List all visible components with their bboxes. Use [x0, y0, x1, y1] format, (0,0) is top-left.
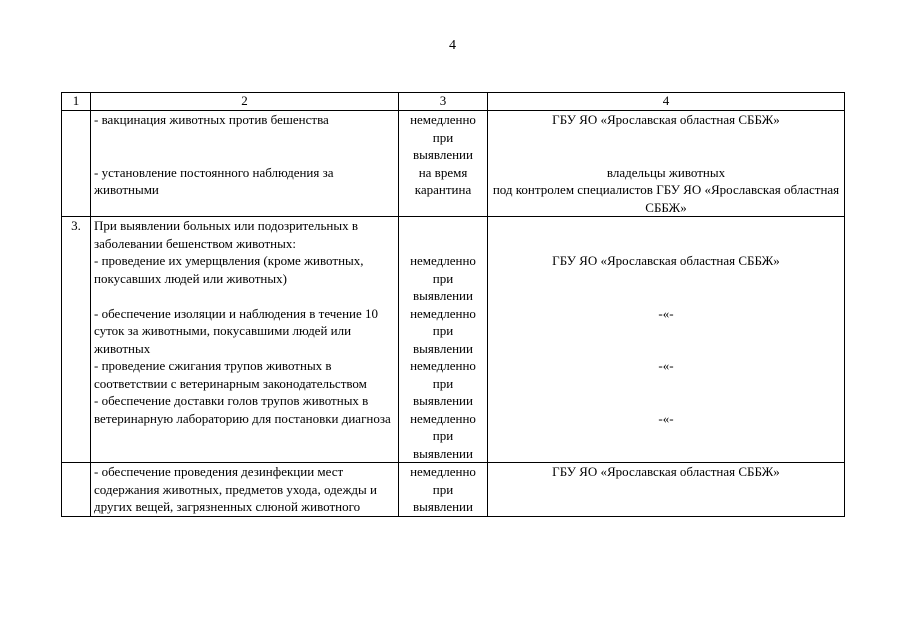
timing-line: выявлении — [413, 445, 473, 461]
timing-line: выявлении — [413, 147, 473, 162]
timing-line: немедленно — [410, 112, 476, 127]
timing-line: немедленно — [410, 305, 476, 321]
responsible-ditto: -«- — [658, 305, 674, 321]
table-row — [62, 463, 845, 517]
table-row — [62, 111, 845, 217]
measure-item: - вакцинация животных против бешенства — [94, 112, 329, 127]
table-header-row — [62, 93, 845, 111]
timing-line: при — [432, 481, 454, 497]
responsible-cell — [488, 217, 845, 463]
responsible-cell — [488, 111, 845, 217]
responsible-text: ГБУ ЯО «Ярославская областная СББЖ» — [488, 463, 845, 517]
measure-item: - проведение их умерщвления (кроме животных, покусавших людей или животных) — [94, 253, 364, 286]
timing-line: немедленно — [410, 464, 476, 479]
measures-cell — [91, 111, 399, 217]
timing-line: при — [432, 375, 454, 391]
timing-line: выявлении — [413, 288, 473, 303]
row-number — [62, 111, 91, 217]
table-row — [62, 217, 845, 463]
timing-cell — [399, 111, 488, 217]
responsible-text: ГБУ ЯО «Ярославская областная СББЖ» — [552, 253, 780, 268]
responsible-text: под контролем специалистов ГБУ ЯО «Ярославская областная СББЖ» — [492, 182, 840, 215]
timing-line: немедленно — [410, 410, 476, 426]
timing-line: немедленно — [410, 253, 476, 268]
page-number: 4 — [449, 38, 456, 53]
responsible-text: ГБУ ЯО «Ярославская областная СББЖ» — [552, 112, 780, 127]
timing-line: выявлении — [413, 393, 473, 408]
measures-table — [61, 92, 845, 517]
timing-line: при — [432, 270, 454, 286]
timing-cell — [399, 463, 488, 517]
timing-line: при — [432, 428, 454, 443]
timing-cell — [399, 217, 488, 463]
measure-item: - обеспечение проведения дезинфекции мест содержания животных, предметов ухода, одежды и других вещей, загрязненных слюной животного — [91, 463, 399, 517]
responsible-text: владельцы животных — [606, 164, 726, 180]
timing-line: при — [432, 129, 454, 145]
timing-line: карантина — [414, 182, 472, 197]
measure-item: - установление постоянного наблюдения за животными — [94, 164, 334, 197]
header-col-2: 2 — [91, 93, 399, 111]
measures-cell — [91, 217, 399, 463]
responsible-ditto: -«- — [658, 358, 674, 373]
row-number: 3. — [62, 217, 91, 463]
measure-item: - обеспечение доставки голов трупов животных в ветеринарную лабораторию для постановки диагноза — [94, 393, 391, 426]
timing-line: на время — [418, 164, 468, 180]
header-col-3: 3 — [399, 93, 488, 111]
timing-line: выявлении — [413, 499, 473, 514]
measure-item: - проведение сжигания трупов животных в соответствии с ветеринарным законодательством — [94, 358, 367, 391]
timing-line: немедленно — [410, 358, 476, 373]
row-number — [62, 463, 91, 517]
timing-line: выявлении — [413, 340, 473, 356]
header-col-4: 4 — [488, 93, 845, 111]
measure-item: - обеспечение изоляции и наблюдения в течение 10 суток за животными, покусавшими людей или животных — [94, 305, 379, 356]
header-col-1: 1 — [62, 93, 91, 111]
responsible-ditto: -«- — [658, 410, 674, 426]
timing-line: при — [432, 323, 454, 338]
measure-intro: При выявлении больных или подозрительных в заболевании бешенством животных: — [94, 218, 358, 251]
